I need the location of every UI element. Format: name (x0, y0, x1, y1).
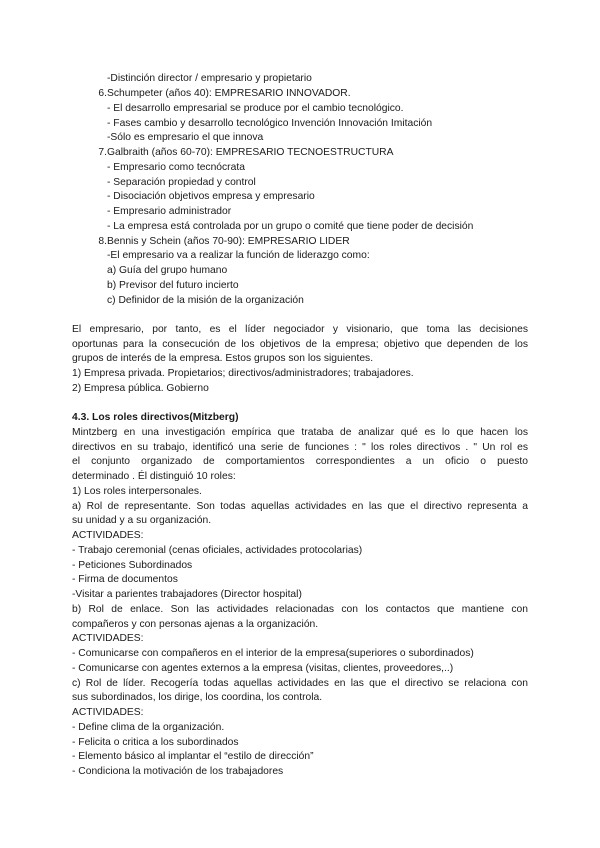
section-heading: 4.3. Los roles directivos(Mitzberg) (72, 412, 239, 423)
activity-line: - Define clima de la organización. (72, 722, 225, 733)
paragraph-line: El empresario, por tanto, es el líder negociador y visionario, que toma las decisiones (72, 324, 528, 335)
paragraph-line: sus subordinados, los dirige, los coordina, los controla. (72, 692, 323, 703)
activity-line: - Comunicarse con compañeros en el interior de la empresa(superiores o subordinados) (72, 648, 474, 659)
list-line: - Disociación objetivos empresa y empresario (107, 191, 315, 202)
paragraph-line: a) Rol de representante. Son todas aquellas actividades en las que el directivo representa a (72, 501, 528, 512)
activity-line: -Visitar a parientes trabajadores (Director hospital) (72, 589, 302, 600)
list-line: - Empresario administrador (107, 206, 232, 217)
activity-line: - Elemento básico al implantar el “estilo de dirección” (72, 751, 314, 762)
list-item-title: Galbraith (años 60-70): EMPRESARIO TECNOESTRUCTURA (107, 147, 394, 158)
activity-line: - Peticiones Subordinados (72, 560, 193, 571)
paragraph-line: b) Rol de enlace. Son las actividades relacionadas con los contactos que mantiene con (72, 604, 528, 615)
list-line: c) Definidor de la misión de la organización (107, 295, 304, 306)
paragraph-line: oportunas para la consecución de los objetivos de la empresa; objetivo que dependen de los (72, 339, 528, 350)
paragraph-line: directivos en su trabajo, identificó una serie de funciones : " los roles directivos . " Un rol es (72, 442, 528, 453)
activities-label: ACTIVIDADES: (72, 707, 144, 718)
list-number: 8. (98, 236, 107, 247)
list-item-title: Schumpeter (años 40): EMPRESARIO INNOVADOR. (107, 88, 351, 99)
list-line: - Fases cambio y desarrollo tecnológico Invención Innovación Imitación (107, 118, 433, 129)
paragraph-line: su unidad y a su organización. (72, 515, 212, 526)
activity-line: - Firma de documentos (72, 574, 178, 585)
paragraph-line: compañeros y con personas ajenas a la organización. (72, 619, 319, 630)
paragraph-line: Mintzberg en una investigación empírica que trataba de analizar qué es lo que hacen los (72, 427, 528, 438)
list-line: -El empresario va a realizar la función de liderazgo como: (107, 250, 370, 261)
list-item-title: Bennis y Schein (años 70-90): EMPRESARIO LIDER (107, 236, 350, 247)
paragraph-line: 1) Empresa privada. Propietarios; directivos/administradores; trabajadores. (72, 368, 414, 379)
paragraph-line: el conjunto organizado de comportamientos correspondientes a un oficio o puesto (72, 456, 528, 467)
paragraph-line: c) Rol de líder. Recogería todas aquellas actividades en las que el directivo se relaciona con (72, 678, 528, 689)
paragraph-line: grupos de interés de la empresa. Estos grupos son los siguientes. (72, 353, 374, 364)
activities-label: ACTIVIDADES: (72, 633, 144, 644)
activity-line: - Comunicarse con agentes externos a la empresa (visitas, clientes, proveedores,..) (72, 663, 454, 674)
list-number: 6. (98, 88, 107, 99)
paragraph-line: 2) Empresa pública. Gobierno (72, 383, 209, 394)
list-line: - La empresa está controlada por un grupo o comité que tiene poder de decisión (107, 221, 474, 232)
list-line: - El desarrollo empresarial se produce por el cambio tecnológico. (107, 103, 404, 114)
list-number: 7. (98, 147, 107, 158)
list-line: -Distinción director / empresario y propietario (107, 73, 312, 84)
subheading: 1) Los roles interpersonales. (72, 486, 202, 497)
activities-label: ACTIVIDADES: (72, 530, 144, 541)
activity-line: - Felicita o critica a los subordinados (72, 737, 239, 748)
list-line: -Sólo es empresario el que innova (107, 132, 264, 143)
activity-line: - Trabajo ceremonial (cenas oficiales, actividades protocolarias) (72, 545, 363, 556)
list-line: b) Previsor del futuro incierto (107, 280, 239, 291)
list-line: - Separación propiedad y control (107, 177, 256, 188)
list-line: - Empresario como tecnócrata (107, 162, 245, 173)
activity-line: - Condiciona la motivación de los trabajadores (72, 766, 284, 777)
list-line: a) Guía del grupo humano (107, 265, 228, 276)
paragraph-line: determinado . Él distinguió 10 roles: (72, 471, 236, 482)
